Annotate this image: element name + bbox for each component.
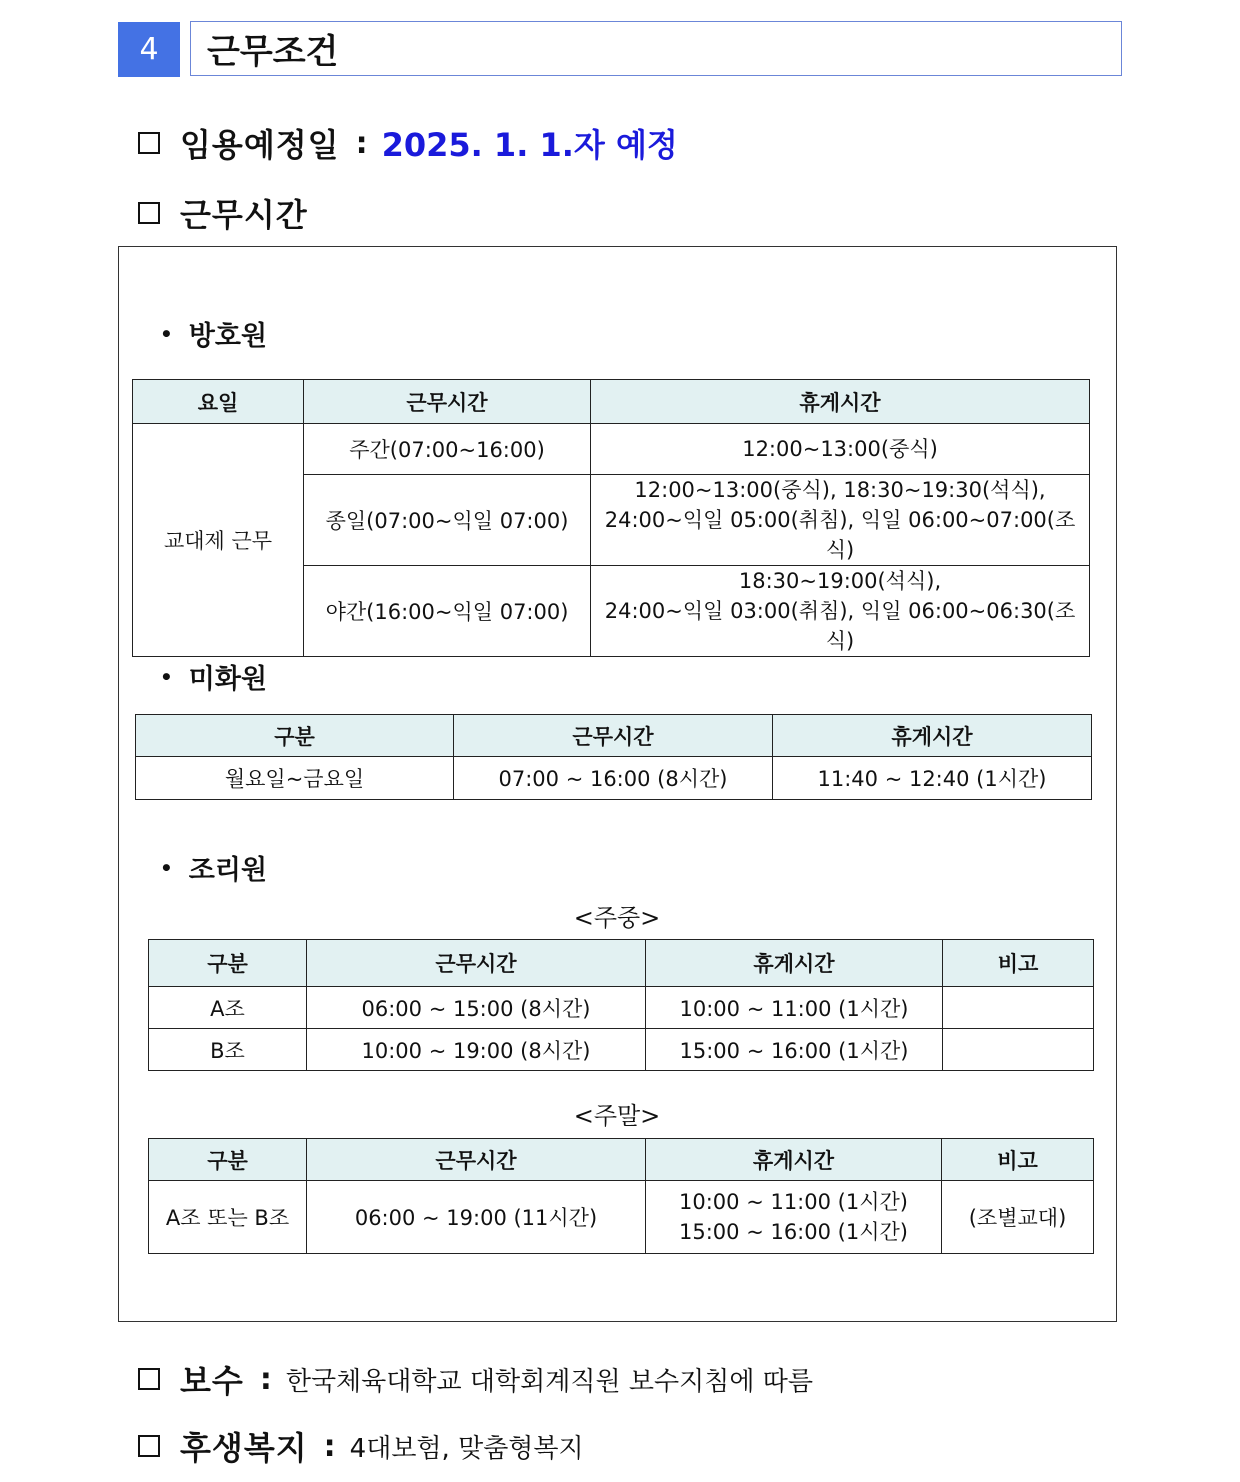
cook-note-cell: (조별교대)	[942, 1181, 1094, 1254]
table-header: 휴게시간	[646, 1139, 942, 1181]
table-header: 비고	[943, 940, 1094, 987]
table-header: 비고	[942, 1139, 1094, 1181]
table-header: 근무시간	[304, 380, 591, 424]
welfare-colon: :	[323, 1428, 336, 1464]
cleaner-title: 미화원	[188, 664, 268, 695]
weekend-caption: <주말>	[573, 1102, 661, 1130]
checkbox-icon	[138, 1368, 160, 1390]
bullet-icon: •	[160, 664, 173, 689]
cook-work-cell: 06:00 ~ 19:00 (11시간)	[307, 1181, 646, 1254]
cook-division-cell: A조	[149, 987, 307, 1029]
cook-rest-cell: 15:00 ~ 16:00 (1시간)	[646, 1029, 943, 1071]
table-header: 근무시간	[307, 1139, 646, 1181]
table-header: 요일	[133, 380, 304, 424]
appointment-item	[138, 120, 678, 166]
table-header: 휴게시간	[773, 715, 1092, 757]
guard-title: 방호원	[188, 321, 268, 352]
cleaner-work-cell: 07:00 ~ 16:00 (8시간)	[454, 757, 773, 800]
bullet-icon: •	[160, 321, 173, 346]
table-header: 근무시간	[454, 715, 773, 757]
cook-weekend-table	[148, 1138, 1094, 1254]
cook-rest-cell: 10:00 ~ 11:00 (1시간) 15:00 ~ 16:00 (1시간)	[646, 1181, 942, 1254]
appointment-colon: :	[355, 125, 368, 161]
guard-work-cell: 종일(07:00~익일 07:00)	[304, 475, 591, 566]
cleaner-table	[135, 714, 1092, 800]
weekday-caption: <주중>	[573, 904, 661, 932]
checkbox-icon	[138, 202, 160, 224]
table-header: 구분	[149, 940, 307, 987]
table-row	[149, 1181, 1094, 1254]
table-row	[149, 1029, 1094, 1071]
cleaner-rest-cell: 11:40 ~ 12:40 (1시간)	[773, 757, 1092, 800]
cook-work-cell: 06:00 ~ 15:00 (8시간)	[307, 987, 646, 1029]
table-header: 휴게시간	[646, 940, 943, 987]
work-hours-item	[138, 190, 308, 236]
cook-weekday-table	[148, 939, 1094, 1071]
table-header: 구분	[149, 1139, 307, 1181]
guard-work-cell: 주간(07:00~16:00)	[304, 424, 591, 475]
cook-rest-cell: 10:00 ~ 11:00 (1시간)	[646, 987, 943, 1029]
work-hours-label: 근무시간	[180, 196, 308, 234]
table-row	[149, 987, 1094, 1029]
guard-subtitle	[160, 314, 267, 353]
guard-rest-cell: 12:00~13:00(중식), 18:30~19:30(석식), 24:00~익일 05:00(취침), 익일 06:00~07:00(조식)	[591, 475, 1090, 566]
salary-item	[138, 1356, 813, 1402]
cook-subtitle	[160, 848, 267, 887]
welfare-value: 4대보험, 맞춤형복지	[349, 1433, 584, 1464]
guard-table	[132, 379, 1090, 657]
table-header: 구분	[136, 715, 454, 757]
salary-label: 보수	[180, 1362, 244, 1400]
checkbox-icon	[138, 132, 160, 154]
welfare-label: 후생복지	[180, 1429, 308, 1467]
appointment-label: 임용예정일	[180, 126, 340, 164]
table-header: 근무시간	[307, 940, 646, 987]
salary-value: 한국체육대학교 대학회계직원 보수지침에 따름	[285, 1366, 813, 1397]
cook-division-cell: B조	[149, 1029, 307, 1071]
guard-group-label: 교대제 근무	[133, 424, 304, 657]
cleaner-subtitle	[160, 657, 267, 696]
cook-note-cell	[943, 987, 1094, 1029]
bullet-icon: •	[160, 855, 173, 880]
section-number-badge: 4	[118, 22, 180, 77]
cook-work-cell: 10:00 ~ 19:00 (8시간)	[307, 1029, 646, 1071]
cook-division-cell: A조 또는 B조	[149, 1181, 307, 1254]
guard-rest-cell: 18:30~19:00(석식), 24:00~익일 03:00(취침), 익일 06:00~06:30(조식)	[591, 566, 1090, 657]
cook-title: 조리원	[188, 855, 268, 886]
checkbox-icon	[138, 1435, 160, 1457]
welfare-item	[138, 1423, 584, 1469]
appointment-value: 2025. 1. 1.자 예정	[381, 126, 678, 164]
table-row	[136, 757, 1092, 800]
table-header: 휴게시간	[591, 380, 1090, 424]
guard-rest-cell: 12:00~13:00(중식)	[591, 424, 1090, 475]
guard-work-cell: 야간(16:00~익일 07:00)	[304, 566, 591, 657]
salary-colon: :	[259, 1361, 272, 1397]
section-title: 근무조건	[190, 21, 1122, 76]
cleaner-division-cell: 월요일~금요일	[136, 757, 454, 800]
cook-note-cell	[943, 1029, 1094, 1071]
table-row	[133, 424, 1090, 475]
